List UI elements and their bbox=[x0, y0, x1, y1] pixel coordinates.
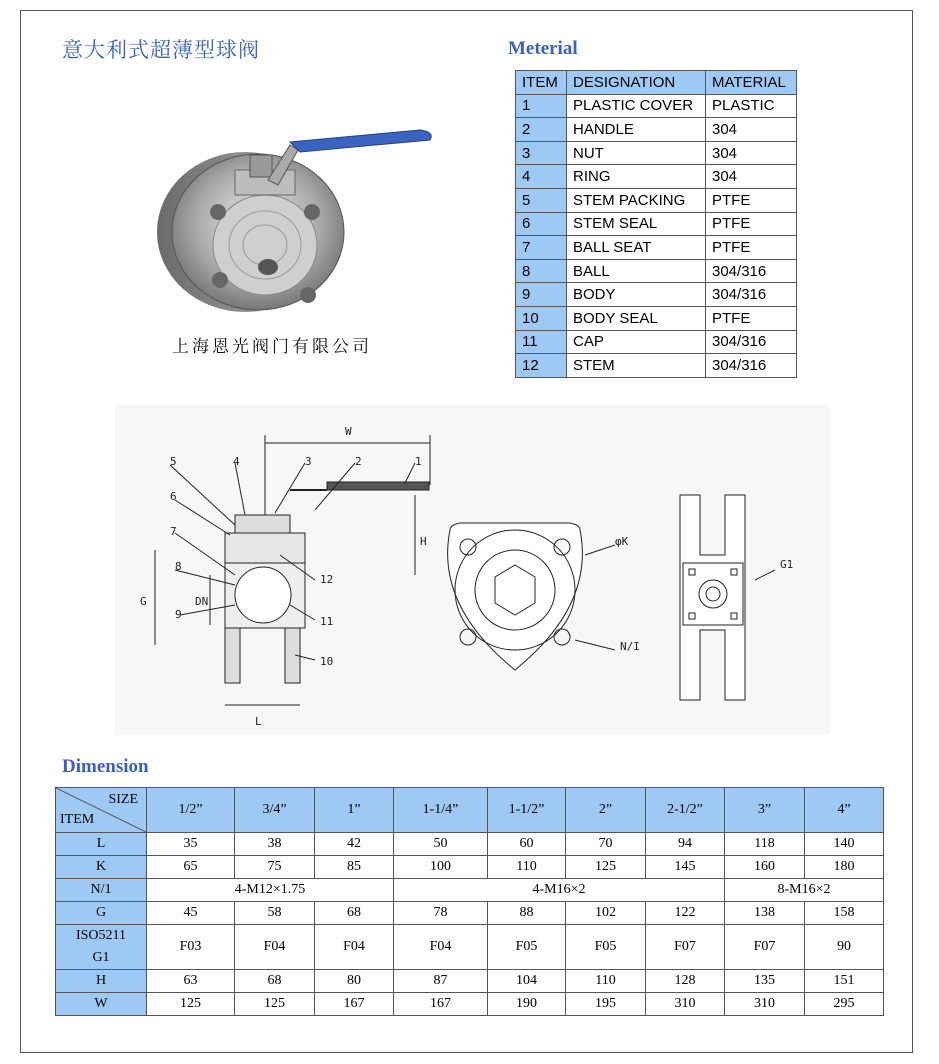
material-material: PTFE bbox=[706, 212, 797, 236]
size-header: 2-1/2” bbox=[646, 788, 725, 833]
cell: 110 bbox=[566, 970, 646, 993]
corner-size-label: SIZE bbox=[108, 792, 138, 807]
cell: 110 bbox=[488, 856, 566, 879]
cell: 8-M16×2 bbox=[725, 879, 884, 902]
material-designation: STEM bbox=[567, 354, 706, 378]
material-table bbox=[515, 70, 797, 378]
material-material: PLASTIC bbox=[706, 94, 797, 118]
material-material: 304/316 bbox=[706, 330, 797, 354]
table-row bbox=[516, 188, 797, 212]
cell: 125 bbox=[147, 993, 235, 1016]
dimension-title: Dimension bbox=[62, 756, 149, 777]
material-designation: PLASTIC COVER bbox=[567, 94, 706, 118]
company-name: 上海恩光阀门有限公司 bbox=[172, 337, 372, 357]
cell: F04 bbox=[315, 925, 394, 970]
material-designation: NUT bbox=[567, 141, 706, 165]
material-material: 304/316 bbox=[706, 259, 797, 283]
size-header: 3” bbox=[725, 788, 805, 833]
table-row-iso bbox=[56, 925, 884, 970]
cell: 104 bbox=[488, 970, 566, 993]
cell: 140 bbox=[805, 833, 884, 856]
cell: 65 bbox=[147, 856, 235, 879]
callout-4: 4 bbox=[233, 455, 240, 468]
table-row bbox=[516, 330, 797, 354]
material-item: 11 bbox=[516, 330, 567, 354]
material-item: 7 bbox=[516, 236, 567, 260]
cell: 100 bbox=[394, 856, 488, 879]
material-item: 8 bbox=[516, 259, 567, 283]
material-material: 304 bbox=[706, 165, 797, 189]
label-g: G bbox=[140, 595, 147, 608]
callout-3: 3 bbox=[305, 455, 312, 468]
material-material: 304 bbox=[706, 141, 797, 165]
cell: 167 bbox=[394, 993, 488, 1016]
table-row bbox=[516, 236, 797, 260]
size-header: 2” bbox=[566, 788, 646, 833]
label-g1: G1 bbox=[780, 558, 794, 571]
cell: F05 bbox=[488, 925, 566, 970]
size-header: 1-1/4” bbox=[394, 788, 488, 833]
cell: 4-M16×2 bbox=[394, 879, 725, 902]
material-header-row bbox=[516, 71, 797, 95]
cell: 125 bbox=[235, 993, 315, 1016]
callout-10: 10 bbox=[320, 655, 334, 668]
row-label-n1: N/1 bbox=[56, 879, 147, 902]
cell: F04 bbox=[235, 925, 315, 970]
row-label-g: G bbox=[56, 902, 147, 925]
cell: F03 bbox=[147, 925, 235, 970]
cell: 88 bbox=[488, 902, 566, 925]
cell: 94 bbox=[646, 833, 725, 856]
material-material: PTFE bbox=[706, 236, 797, 260]
label-phik: φK bbox=[615, 535, 629, 548]
material-material: PTFE bbox=[706, 188, 797, 212]
cell: 151 bbox=[805, 970, 884, 993]
cell: 78 bbox=[394, 902, 488, 925]
row-label-h: H bbox=[56, 970, 147, 993]
material-title: Meterial bbox=[508, 38, 578, 59]
material-designation: BALL SEAT bbox=[567, 236, 706, 260]
row-label-l: L bbox=[56, 833, 147, 856]
callout-1: 1 bbox=[415, 455, 422, 468]
cell: 75 bbox=[235, 856, 315, 879]
callout-8: 8 bbox=[175, 560, 182, 573]
cell: 85 bbox=[315, 856, 394, 879]
material-item: 2 bbox=[516, 118, 567, 142]
material-designation: BALL bbox=[567, 259, 706, 283]
iso-label-line1: ISO5211 bbox=[75, 928, 127, 943]
callout-11: 11 bbox=[320, 615, 334, 628]
material-item: 6 bbox=[516, 212, 567, 236]
table-row bbox=[516, 118, 797, 142]
callout-2: 2 bbox=[355, 455, 362, 468]
cell: 4-M12×1.75 bbox=[147, 879, 394, 902]
chinese-title: 意大利式超薄型球阀 bbox=[62, 38, 260, 62]
material-header-designation: DESIGNATION bbox=[567, 71, 706, 95]
size-header: 1” bbox=[315, 788, 394, 833]
cell: F07 bbox=[725, 925, 805, 970]
corner-item-label: ITEM bbox=[60, 812, 95, 827]
table-row-w bbox=[56, 993, 884, 1016]
material-item: 9 bbox=[516, 283, 567, 307]
table-row bbox=[516, 94, 797, 118]
cell: 58 bbox=[235, 902, 315, 925]
cell: 160 bbox=[725, 856, 805, 879]
material-designation: BODY SEAL bbox=[567, 306, 706, 330]
material-item: 3 bbox=[516, 141, 567, 165]
material-item: 10 bbox=[516, 306, 567, 330]
table-row-k bbox=[56, 856, 884, 879]
technical-drawing bbox=[115, 405, 830, 735]
table-row bbox=[516, 306, 797, 330]
label-n1: N/I bbox=[620, 640, 640, 653]
cell: 42 bbox=[315, 833, 394, 856]
cell: 135 bbox=[725, 970, 805, 993]
cell: 70 bbox=[566, 833, 646, 856]
cell: 80 bbox=[315, 970, 394, 993]
material-designation: HANDLE bbox=[567, 118, 706, 142]
table-row-n1 bbox=[56, 879, 884, 902]
size-header: 1-1/2” bbox=[488, 788, 566, 833]
cell: 145 bbox=[646, 856, 725, 879]
table-row-l bbox=[56, 833, 884, 856]
cell: 195 bbox=[566, 993, 646, 1016]
material-designation: STEM PACKING bbox=[567, 188, 706, 212]
iso-label-line2: G1 bbox=[92, 950, 110, 965]
row-label-k: K bbox=[56, 856, 147, 879]
material-item: 1 bbox=[516, 94, 567, 118]
cell: F04 bbox=[394, 925, 488, 970]
material-material: 304 bbox=[706, 118, 797, 142]
row-label-iso bbox=[56, 925, 147, 970]
material-designation: CAP bbox=[567, 330, 706, 354]
cell: 310 bbox=[725, 993, 805, 1016]
label-h: H bbox=[420, 535, 427, 548]
table-row bbox=[516, 212, 797, 236]
callout-9: 9 bbox=[175, 608, 182, 621]
table-row bbox=[516, 141, 797, 165]
cell: 295 bbox=[805, 993, 884, 1016]
table-row bbox=[516, 165, 797, 189]
cell: 68 bbox=[315, 902, 394, 925]
table-row-g bbox=[56, 902, 884, 925]
cell: F05 bbox=[566, 925, 646, 970]
callout-6: 6 bbox=[170, 490, 177, 503]
cell: 38 bbox=[235, 833, 315, 856]
cell: 167 bbox=[315, 993, 394, 1016]
material-item: 5 bbox=[516, 188, 567, 212]
cell: 45 bbox=[147, 902, 235, 925]
table-row bbox=[516, 259, 797, 283]
label-l: L bbox=[255, 715, 262, 728]
cell: 35 bbox=[147, 833, 235, 856]
cell: 310 bbox=[646, 993, 725, 1016]
cell: 125 bbox=[566, 856, 646, 879]
material-designation: BODY bbox=[567, 283, 706, 307]
size-header: 4” bbox=[805, 788, 884, 833]
callout-7: 7 bbox=[170, 525, 177, 538]
dimension-header-row bbox=[56, 788, 884, 833]
dimension-table bbox=[55, 787, 884, 1016]
cell: 128 bbox=[646, 970, 725, 993]
cell: 60 bbox=[488, 833, 566, 856]
corner-cell bbox=[56, 788, 147, 833]
material-designation: RING bbox=[567, 165, 706, 189]
cell: 63 bbox=[147, 970, 235, 993]
callout-12: 12 bbox=[320, 573, 334, 586]
material-material: 304/316 bbox=[706, 283, 797, 307]
table-row bbox=[516, 354, 797, 378]
cell: 190 bbox=[488, 993, 566, 1016]
material-item: 4 bbox=[516, 165, 567, 189]
material-header-item: ITEM bbox=[516, 71, 567, 95]
cell: 87 bbox=[394, 970, 488, 993]
ball-valve-photo bbox=[150, 120, 440, 320]
size-header: 1/2” bbox=[147, 788, 235, 833]
material-item: 12 bbox=[516, 354, 567, 378]
cell: 102 bbox=[566, 902, 646, 925]
size-header: 3/4” bbox=[235, 788, 315, 833]
material-material: PTFE bbox=[706, 306, 797, 330]
cell: 122 bbox=[646, 902, 725, 925]
callout-5: 5 bbox=[170, 455, 177, 468]
cell: 90 bbox=[805, 925, 884, 970]
label-w: W bbox=[345, 425, 352, 438]
cell: 68 bbox=[235, 970, 315, 993]
row-label-w: W bbox=[56, 993, 147, 1016]
table-row bbox=[516, 283, 797, 307]
table-row-h bbox=[56, 970, 884, 993]
material-designation: STEM SEAL bbox=[567, 212, 706, 236]
cell: 158 bbox=[805, 902, 884, 925]
label-dn: DN bbox=[195, 595, 209, 608]
cell: F07 bbox=[646, 925, 725, 970]
cell: 180 bbox=[805, 856, 884, 879]
cell: 138 bbox=[725, 902, 805, 925]
cell: 118 bbox=[725, 833, 805, 856]
material-material: 304/316 bbox=[706, 354, 797, 378]
material-header-material: MATERIAL bbox=[706, 71, 797, 95]
cell: 50 bbox=[394, 833, 488, 856]
